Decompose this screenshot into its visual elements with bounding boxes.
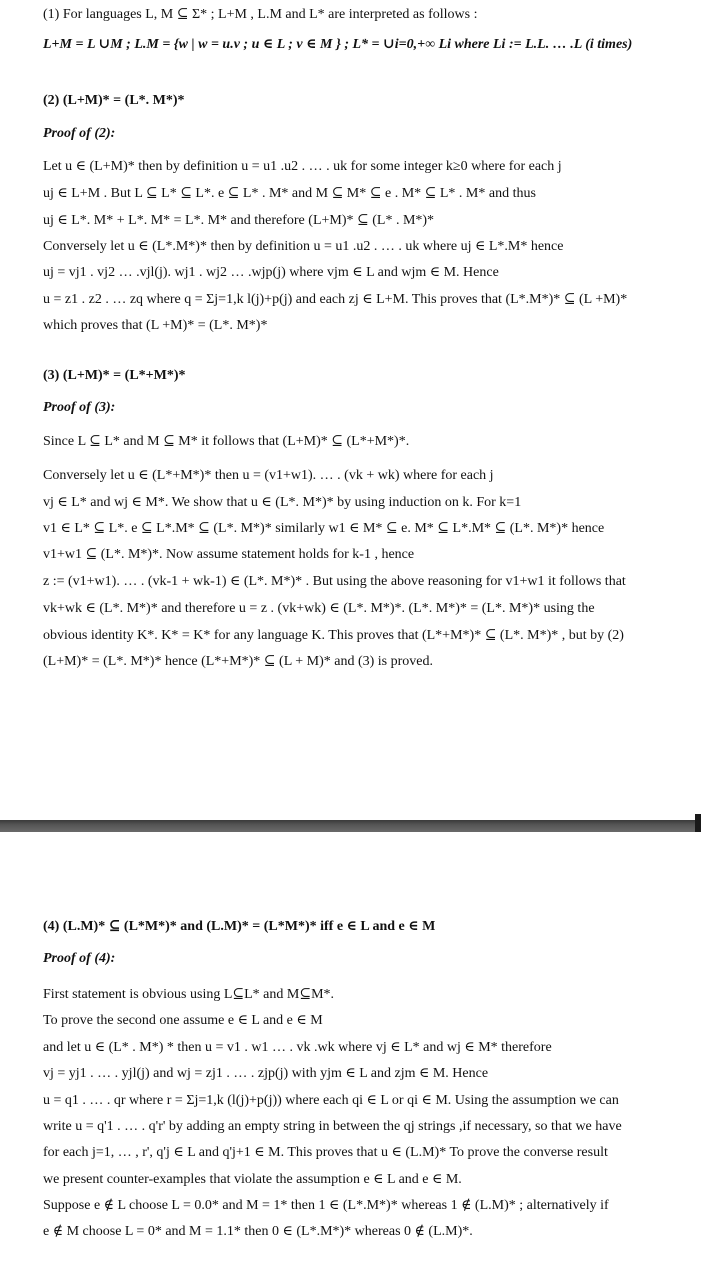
section-4-line: and let u ∈ (L* . M*) * then u = v1 . w1 … . vk .wk where vj ∈ L* and wj ∈ M* therefore xyxy=(43,1040,552,1055)
section-4-line: for each j=1, … , r', q'j ∈ L and q'j+1 ∈ M. This proves that u ∈ (L.M)* To prove the converse result xyxy=(43,1145,608,1160)
intro-line-1: (1) For languages L, M ⊆ Σ* ; L+M , L.M and L* are interpreted as follows : xyxy=(43,7,478,22)
section-4-line: Suppose e ∉ L choose L = 0.0* and M = 1* then 1 ∈ (L*.M*)* whereas 1 ∉ (L.M)* ; alternatively if xyxy=(43,1198,609,1213)
section-3-line: v1 ∈ L* ⊆ L*. e ⊆ L*.M* ⊆ (L*. M*)* similarly w1 ∈ M* ⊆ e. M* ⊆ L*.M* ⊆ (L*. M*)* hence xyxy=(43,521,605,536)
section-4-heading: (4) (L.M)* ⊆ (L*M*)* and (L.M)* = (L*M*)* iff e ∈ L and e ∈ M xyxy=(43,919,436,934)
section-3-line: (L+M)* = (L*. M*)* hence (L*+M*)* ⊆ (L + M)* and (3) is proved. xyxy=(43,654,433,669)
page-separator xyxy=(0,820,701,832)
section-4-line: vj = yj1 . … . yjl(j) and wj = zj1 . … . zjp(j) with yjm ∈ L and zjm ∈ M. Hence xyxy=(43,1066,489,1081)
section-3-line: v1+w1 ⊆ (L*. M*)*. Now assume statement holds for k-1 , hence xyxy=(43,547,415,562)
section-2-line: Conversely let u ∈ (L*.M*)* then by definition u = u1 .u2 . … . uk where uj ∈ L*.M* hence xyxy=(43,239,564,254)
intro-definitions: L+M = L ∪M ; L.M = {w | w = u.v ; u ∈ L ; v ∈ M } ; L* = ∪i=0,+∞ Li where Li := L.L. … .L (i times) xyxy=(43,37,633,52)
section-3-line: z := (v1+w1). … . (vk-1 + wk-1) ∈ (L*. M*)* . But using the above reasoning for v1+w1 it follows that xyxy=(43,574,626,589)
document-page-2 xyxy=(0,832,701,1261)
section-4-line: First statement is obvious using L⊆L* and M⊆M*. xyxy=(43,987,335,1002)
section-2-heading: (2) (L+M)* = (L*. M*)* xyxy=(43,93,185,108)
section-4-line: we present counter-examples that violate the assumption e ∈ L and e ∈ M. xyxy=(43,1172,462,1187)
section-4-line: e ∉ M choose L = 0* and M = 1.1* then 0 ∈ (L*.M*)* whereas 0 ∉ (L.M)*. xyxy=(43,1224,473,1239)
section-4-line: To prove the second one assume e ∈ L and e ∈ M xyxy=(43,1013,323,1028)
section-3-line: Since L ⊆ L* and M ⊆ M* it follows that (L+M)* ⊆ (L*+M*)*. xyxy=(43,434,410,449)
section-2-line: which proves that (L +M)* = (L*. M*)* xyxy=(43,318,268,333)
section-2-line: Let u ∈ (L+M)* then by definition u = u1 .u2 . … . uk for some integer k≥0 where for each j xyxy=(43,159,562,174)
section-3-heading: (3) (L+M)* = (L*+M*)* xyxy=(43,368,186,383)
section-3-line: Conversely let u ∈ (L*+M*)* then u = (v1+w1). … . (vk + wk) where for each j xyxy=(43,468,494,483)
section-2-line: uj = vj1 . vj2 … .vjl(j). wj1 . wj2 … .wjp(j) where vjm ∈ L and wjm ∈ M. Hence xyxy=(43,265,499,280)
section-2-line: uj ∈ L+M . But L ⊆ L* ⊆ L*. e ⊆ L* . M* and M ⊆ M* ⊆ e . M* ⊆ L* . M* and thus xyxy=(43,186,536,201)
section-3-line: vj ∈ L* and wj ∈ M*. We show that u ∈ (L*. M*)* by using induction on k. For k=1 xyxy=(43,495,522,510)
section-3-line: obvious identity K*. K* = K* for any language K. This proves that (L*+M*)* ⊆ (L*. M*)* , but by (2) xyxy=(43,628,624,643)
section-4-line: u = q1 . … . qr where r = Σj=1,k (l(j)+p(j)) where each qi ∈ L or qi ∈ M. Using the assumption we can xyxy=(43,1093,619,1108)
section-2-line: u = z1 . z2 . … zq where q = Σj=1,k l(j)+p(j) and each zj ∈ L+M. This proves that (L*.M*)* ⊆ (L +M)* xyxy=(43,292,628,307)
section-2-line: uj ∈ L*. M* + L*. M* = L*. M* and therefore (L+M)* ⊆ (L* . M*)* xyxy=(43,213,435,228)
section-3-proof-title: Proof of (3): xyxy=(43,400,116,415)
section-2-proof-title: Proof of (2): xyxy=(43,126,116,141)
section-4-line: write u = q'1 . … . q'r' by adding an empty string in between the qj strings ,if necessary, so that we have xyxy=(43,1119,622,1134)
section-4-proof-title: Proof of (4): xyxy=(43,951,116,966)
section-3-line: vk+wk ∈ (L*. M*)* and therefore u = z . (vk+wk) ∈ (L*. M*)*. (L*. M*)* = (L*. M*)* using the xyxy=(43,601,595,616)
